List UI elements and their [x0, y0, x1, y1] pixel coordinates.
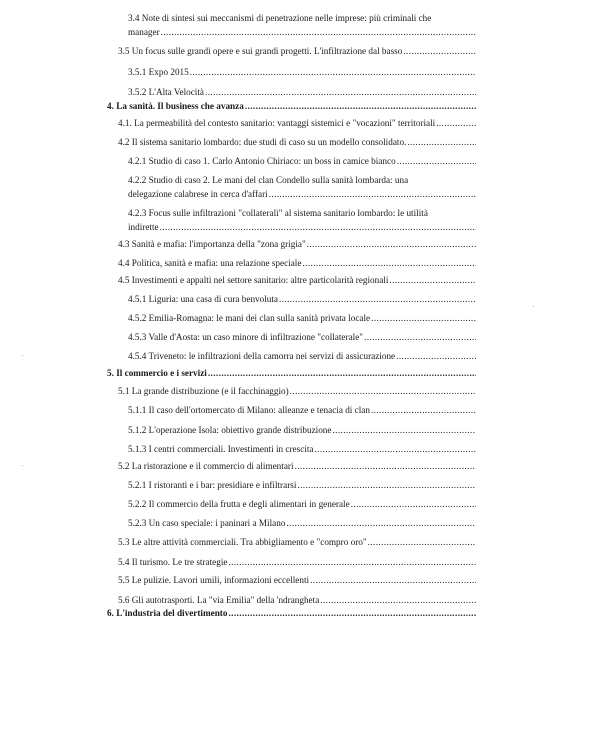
dot-leader [364, 331, 476, 344]
dot-leader [407, 136, 476, 149]
toc-entry-text: 5.1.3 I centri commerciali. Investimenti in crescita [128, 444, 314, 454]
dot-leader [332, 424, 476, 437]
toc-entry [128, 174, 476, 201]
toc-entry-text: 5.2.3 Un caso speciale: i paninari a Milano [128, 518, 286, 528]
dot-leader [228, 556, 476, 569]
toc-entry-line [128, 155, 476, 168]
toc-entry-line [128, 424, 476, 437]
toc-entry-line [128, 350, 476, 363]
dot-leader [161, 26, 476, 39]
toc-entry-text: manager [128, 27, 160, 37]
toc-entry [118, 257, 476, 270]
toc-entry-text: 4. La sanità. Il business che avanza [107, 101, 244, 111]
toc-entry-text: 5.5 Le pulizie. Lavori umili, informazioni eccellenti [118, 575, 310, 585]
toc-entry [128, 12, 476, 39]
toc-entry-line [128, 86, 476, 99]
toc-entry-line [118, 274, 476, 287]
dot-leader [286, 517, 476, 530]
dot-leader [389, 274, 476, 287]
toc-entry-text: 4.1. La permeabilità del contesto sanitario: vantaggi sistemici e "vocazioni" territoriali [118, 118, 436, 128]
dot-leader [397, 155, 476, 168]
toc-entry-text: 5.3 Le altre attività commerciali. Tra abbigliamento e "compro oro" [118, 537, 367, 547]
toc-entry [128, 155, 476, 168]
toc-entry-text: 5. Il commercio e i servizi [107, 368, 207, 378]
dot-leader [228, 607, 476, 620]
scan-speck [533, 306, 534, 307]
toc-entry-text: 4.5.1 Liguria: una casa di cura benvoluta [128, 294, 279, 304]
toc-entry [128, 350, 476, 363]
dot-leader [297, 479, 476, 492]
toc-entry-text: 6. L'industria del divertimento [107, 608, 228, 618]
dot-leader [205, 86, 476, 99]
toc-entry-line [107, 367, 476, 380]
toc-entry-line [128, 479, 476, 492]
toc-entry-text: 4.4 Politica, sanità e mafia: una relazione speciale [118, 258, 302, 268]
toc-entry-text: 4.5.4 Triveneto: le infiltrazioni della camorra nei servizi di assicurazione [128, 351, 396, 361]
toc-entry-line [128, 498, 476, 511]
toc-entry-line [118, 45, 476, 58]
toc-entry-line [118, 556, 476, 569]
toc-entry [128, 479, 476, 492]
dot-leader [160, 221, 476, 234]
dot-leader [310, 574, 476, 587]
toc-entry-line [118, 238, 476, 251]
dot-leader [269, 188, 476, 201]
toc-entry-text: indirette [128, 222, 159, 232]
toc-entry-text: 4.2.3 Focus sulle infiltrazioni "collaterali" al sistema sanitario lombardo: le utilità [128, 208, 428, 218]
toc-entry-line [128, 188, 476, 201]
toc-entry-text: delegazione calabrese in cerca d'affari [128, 189, 268, 199]
toc-entry-text: 3.5 Un focus sulle grandi opere e sui grandi progetti. L'infiltrazione dal basso [118, 46, 403, 56]
toc-entry [118, 556, 476, 569]
toc-entry-text: 5.4 Il turismo. Le tre strategie [118, 557, 228, 567]
toc-entry [128, 66, 476, 79]
toc-entry [118, 238, 476, 251]
toc-entry-line [128, 12, 476, 25]
toc-entry-line [107, 100, 476, 113]
toc-entry-line [128, 221, 476, 234]
dot-leader [436, 117, 476, 130]
dot-leader [307, 238, 476, 251]
toc-entry [118, 594, 476, 607]
toc-entry-text: 4.5.3 Valle d'Aosta: un caso minore di infiltrazione "collaterale" [128, 332, 364, 342]
toc-entry [118, 536, 476, 549]
dot-leader [314, 443, 476, 456]
toc-entry-text: 5.6 Gli autotrasporti. La "via Emilia" della 'ndrangheta [118, 595, 320, 605]
toc-entry-text: 4.5 Investimenti e appalti nel settore sanitario: altre particolarità regionali [118, 275, 389, 285]
scan-speck [22, 355, 23, 356]
toc-entry-text: 5.2.2 Il commercio della frutta e degli alimentari in generale [128, 499, 350, 509]
toc-entry-line [118, 117, 476, 130]
toc-entry-text: 5.2.1 I ristoranti e i bar: presidiare e infiltrarsi [128, 480, 297, 490]
toc-entry [128, 443, 476, 456]
dot-leader [396, 350, 476, 363]
scan-speck [22, 465, 23, 466]
toc-entry-text: 4.2.1 Studio di caso 1. Carlo Antonio Chiriaco: un boss in camice bianco [128, 156, 396, 166]
toc-entry-line [128, 207, 476, 220]
toc-entry-text: 4.2 Il sistema sanitario lombardo: due studi di caso su un modello consolidato. [118, 137, 407, 147]
toc-entry [128, 312, 476, 325]
toc-entry-line [128, 331, 476, 344]
toc-entry [128, 424, 476, 437]
toc-entry [107, 100, 476, 113]
dot-leader [302, 257, 476, 270]
dot-leader [295, 460, 476, 473]
toc-entry-line [128, 174, 476, 187]
toc-entry-text: 5.1.2 L'operazione Isola: obiettivo grande distribuzione [128, 425, 332, 435]
toc-entry [128, 404, 476, 417]
toc-entry-text: 5.1 La grande distribuzione (e il facchinaggio) [118, 386, 289, 396]
toc-entry-text: 3.5.2 L'Alta Velocità [128, 87, 204, 97]
toc-entry-text: 5.2 La ristorazione e il commercio di alimentari [118, 461, 294, 471]
toc-entry-text: 3.4 Note di sintesi sui meccanismi di penetrazione nelle imprese: più criminali che [128, 13, 432, 23]
toc-entry [128, 86, 476, 99]
toc-entry-line [128, 404, 476, 417]
toc-entry [118, 460, 476, 473]
toc-entry [118, 385, 476, 398]
dot-leader [371, 404, 476, 417]
toc-entry [128, 498, 476, 511]
dot-leader [351, 498, 476, 511]
toc-entry-line [118, 460, 476, 473]
toc-entry-line [128, 293, 476, 306]
toc-entry-line [128, 443, 476, 456]
toc-entry-line [128, 312, 476, 325]
toc-entry-line [107, 607, 476, 620]
toc-entry-line [128, 517, 476, 530]
toc-entry [128, 293, 476, 306]
toc-entry [118, 117, 476, 130]
toc-entry-line [118, 594, 476, 607]
toc-entry-line [118, 257, 476, 270]
dot-leader [279, 293, 476, 306]
toc-entry [128, 207, 476, 234]
toc-entry-text: 5.1.1 Il caso dell'ortomercato di Milano: alleanze e tenacia di clan [128, 405, 370, 415]
dot-leader [320, 594, 476, 607]
toc-entry-line [128, 26, 476, 39]
dot-leader [245, 100, 476, 113]
toc-entry [118, 45, 476, 58]
toc-entry-line [118, 536, 476, 549]
dot-leader [368, 536, 476, 549]
toc-entry [118, 274, 476, 287]
dot-leader [190, 66, 476, 79]
toc-entry-line [118, 385, 476, 398]
dot-leader [208, 367, 476, 380]
toc-entry [128, 331, 476, 344]
toc-entry-text: 4.3 Sanità e mafia: l'importanza della "zona grigia" [118, 239, 306, 249]
toc-entry [107, 607, 476, 620]
toc-entry-line [128, 66, 476, 79]
toc-entry [128, 517, 476, 530]
toc-entry-text: 4.5.2 Emilia-Romagna: le mani dei clan sulla sanità privata locale [128, 313, 371, 323]
toc-entry-line [118, 574, 476, 587]
toc-entry-text: 3.5.1 Expo 2015 [128, 67, 189, 77]
dot-leader [290, 385, 476, 398]
dot-leader [371, 312, 476, 325]
toc-entry [118, 136, 476, 149]
toc-entry [107, 367, 476, 380]
toc-entry-text: 4.2.2 Studio di caso 2. Le mani del clan Condello sulla sanità lombarda: una [128, 175, 409, 185]
dot-leader [403, 45, 476, 58]
toc-entry-line [118, 136, 476, 149]
toc-entry [118, 574, 476, 587]
